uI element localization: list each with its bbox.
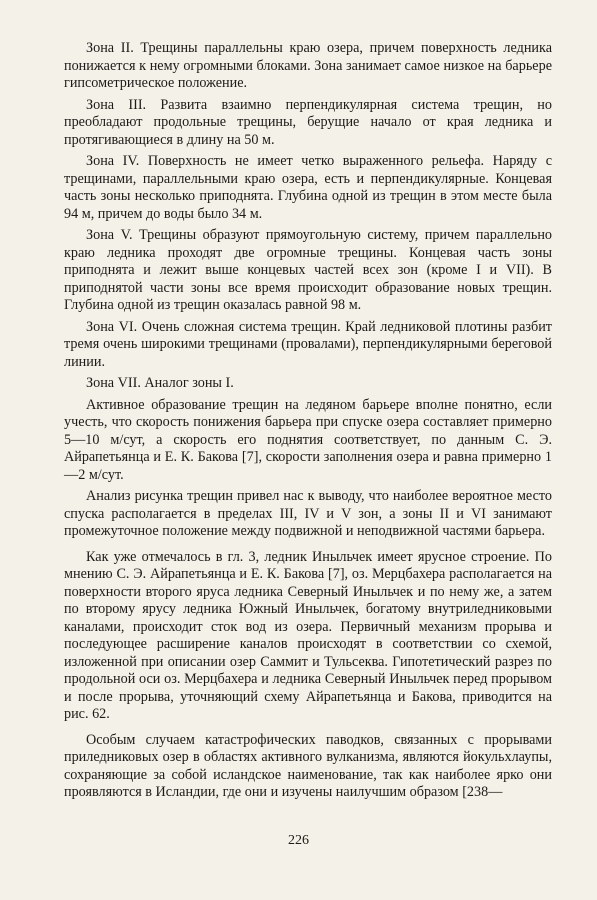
paragraph-zone-2: Зона II. Трещины параллельны краю озера, причем поверхность ледника понижается к нему огромными блоками. Зона занимает самое низкое на барьере гипсометрическое положение. [64, 40, 552, 91]
paragraph-inylchek: Как уже отмечалось в гл. 3, ледник Иныльчек имеет ярусное строение. По мнению С. Э. Айрапетьянца и Е. К. Бакова [7], оз. Мерцбахера располагается на поверхности второго яруса ледника Северный Иныльчек и по нему же, а затем по второму ярусу ледника Южный Иныльчек, богатому внутриледниковыми каналами, происходит сток вод из озера. Первичный механизм прорыва и последующее расширение каналов происходят в соответствии со схемой, изложенной при описании озер Саммит и Тульсеква. Гипотетический разрез по продольной оси оз. Мерцбахера и ледника Северный Иныльчек перед прорывом и после прорыва, уточняющий схему Айрапетьянца и Бакова, приводится на рис. 62. [64, 548, 552, 722]
paragraph-zone-7: Зона VII. Аналог зоны I. [86, 375, 234, 391]
paragraph-zone-3: Зона III. Развита взаимно перпендикулярная система трещин, но преобладают продольные трещины, берущие начало от края ледника и протягивающиеся в длину на 50 м. [64, 96, 552, 148]
paragraph-crack-formation: Активное образование трещин на ледяном барьере вполне понятно, если учесть, что скорость понижения барьера при спуске озера составляет примерно 5—10 м/сут, а скорость его поднятия соответствует, по данным С. Э. Айрапетьянца и Е. К. Бакова [7], скорости заполнения озера и равна примерно 1—2 м/сут. [64, 396, 552, 483]
paragraph-zone-4: Зона IV. Поверхность не имеет четко выраженного рельефа. Наряду с трещинами, параллельными краю озера, есть и перпендикулярные. Концевая часть зоны несколько приподнята. Глубина одной из трещин в этом месте была 94 м, причем до воды было 34 м. [64, 153, 552, 222]
page-number: 226 [288, 833, 309, 848]
body-text [64, 40, 552, 802]
paragraph-analysis: Анализ рисунка трещин привел нас к выводу, что наиболее вероятное место спуска располагается в пределах III, IV и V зон, а зоны II и VI занимают промежуточное положение между подвижной и неподвижной частями барьера. [64, 488, 552, 539]
paragraph-zone-6: Зона VI. Очень сложная система трещин. Край ледниковой плотины разбит тремя очень широкими трещинами (провалами), перпендикулярными береговой линии. [64, 318, 552, 370]
paragraph-jokulhlaups: Особым случаем катастрофических паводков, связанных с прорывами приледниковых озер в областях активного вулканизма, являются йокульхлаупы, сохраняющие за собой исландское наименование, так как наиболее ярко они проявляются в Исландии, где они и изучены наилучшим образом [238— [64, 731, 552, 800]
paragraph-zone-5: Зона V. Трещины образуют прямоугольную систему, причем параллельно краю ледника проходят две огромные трещины. Концевая часть зоны приподнята и лежит выше концевых частей всех зон (кроме I и VII). В приподнятой части зоны все время происходит образование новых трещин. Глубина одной из трещин оказалась равной 98 м. [64, 227, 552, 313]
